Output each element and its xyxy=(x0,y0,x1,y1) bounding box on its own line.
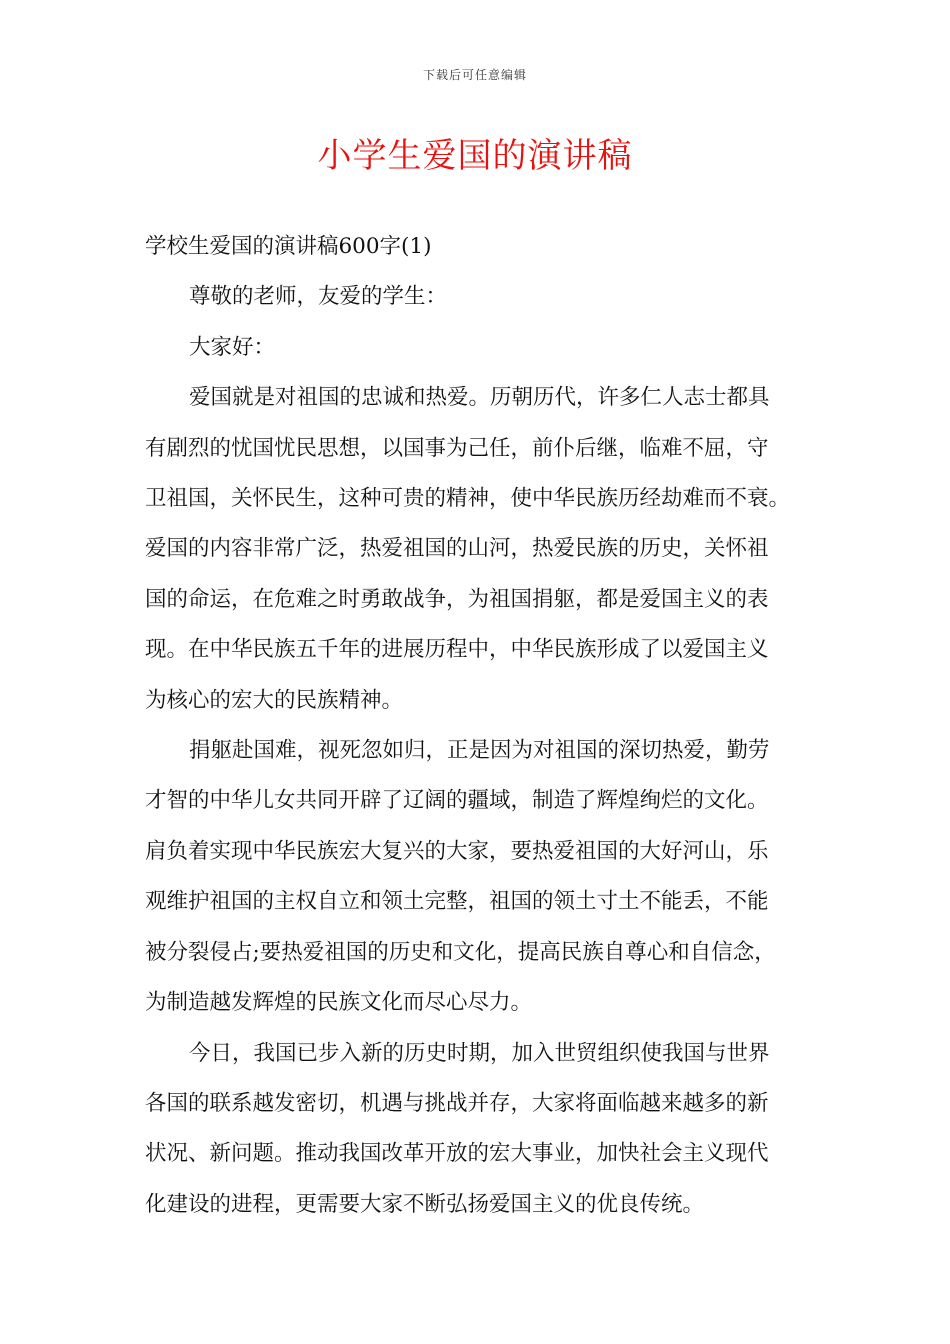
body-line: 为核心的宏大的民族精神。 xyxy=(145,687,404,713)
document-body xyxy=(145,222,800,1230)
header-note: 下载后可任意编辑 xyxy=(422,68,527,82)
body-line: 爱国就是对祖国的忠诚和热爱。历朝历代，许多仁人志士都具 xyxy=(189,385,770,411)
body-line: 状况、新问题。推动我国改革开放的宏大事业，加快社会主义现代 xyxy=(145,1141,769,1167)
body-line: 国的命运，在危难之时勇敢战争，为祖国捐躯，都是爱国主义的表 xyxy=(145,586,769,612)
body-line: 被分裂侵占;要热爱祖国的历史和文化，提高民族自尊心和自信念， xyxy=(145,939,776,965)
body-line: 有剧烈的忧国忧民思想，以国事为己任，前仆后继，临难不屈，守 xyxy=(145,435,769,461)
body-line: 化建设的进程，更需要大家不断弘扬爱国主义的优良传统。 xyxy=(145,1191,705,1217)
body-line: 各国的联系越发密切，机遇与挑战并存，大家将面临越来越多的新 xyxy=(145,1090,769,1116)
body-line: 观维护祖国的主权自立和领土完整，祖国的领土寸土不能丢，不能 xyxy=(145,889,769,915)
body-line: 爱国的内容非常广泛，热爱祖国的山河，热爱民族的历史，关怀祖 xyxy=(145,536,769,562)
body-line: 大家好： xyxy=(189,334,276,360)
body-line: 现。在中华民族五千年的进展历程中，中华民族形成了以爱国主义 xyxy=(145,637,769,663)
body-line: 捐躯赴国难，视死忽如归，正是因为对祖国的深切热爱，勤劳 xyxy=(189,738,770,764)
body-line: 肩负着实现中华民族宏大复兴的大家，要热爱祖国的大好河山，乐 xyxy=(145,838,769,864)
body-line: 才智的中华儿女共同开辟了辽阔的疆域，制造了辉煌绚烂的文化。 xyxy=(145,788,769,814)
body-line: 尊敬的老师，友爱的学生： xyxy=(189,284,448,310)
body-line: 卫祖国，关怀民生，这种可贵的精神，使中华民族历经劫难而不衰。 xyxy=(145,486,791,512)
body-line: 为制造越发辉煌的民族文化而尽心尽力。 xyxy=(145,990,533,1016)
body-line: 今日，我国已步入新的历史时期，加入世贸组织使我国与世界 xyxy=(189,1040,770,1066)
document-title: 小学生爱国的演讲稿 xyxy=(317,136,633,176)
section-heading: 学校生爱国的演讲稿600字(1) xyxy=(145,234,432,259)
